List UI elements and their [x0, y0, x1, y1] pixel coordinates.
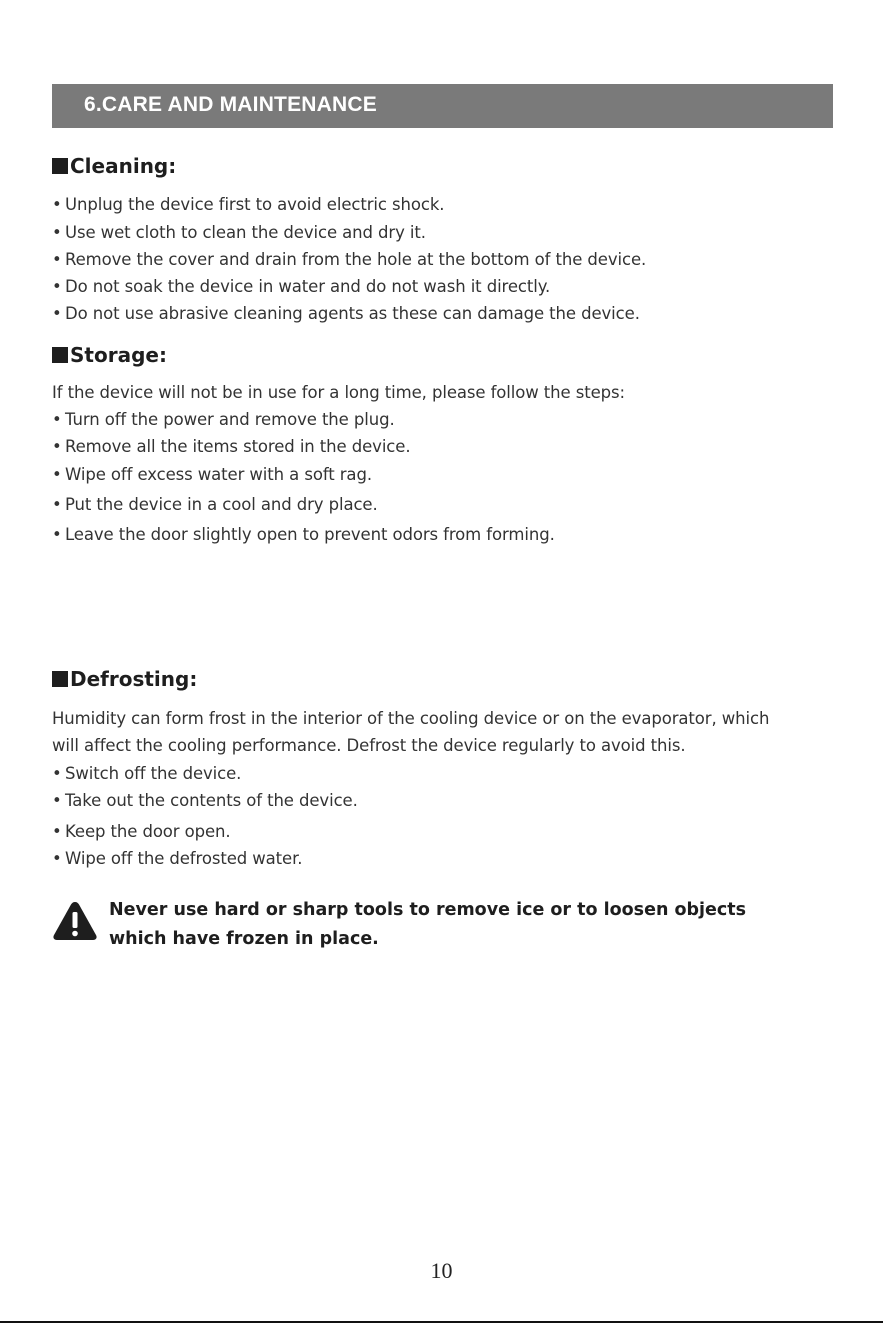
list-item	[52, 223, 426, 242]
list-item	[52, 495, 378, 514]
bullet-icon: •	[52, 465, 62, 484]
section-title: 6.CARE AND MAINTENANCE	[84, 93, 377, 116]
list-item	[52, 250, 646, 269]
square-bullet-icon	[52, 671, 68, 687]
bullet-icon: •	[52, 410, 62, 429]
list-item	[52, 764, 241, 783]
list-item-text: Wipe off the defrosted water.	[65, 849, 303, 868]
list-item-text: Remove all the items stored in the device.	[65, 437, 411, 456]
defrosting-heading	[52, 667, 197, 691]
list-item-text: Do not soak the device in water and do not wash it directly.	[65, 277, 551, 296]
list-item-text: Leave the door slightly open to prevent odors from forming.	[65, 525, 555, 544]
warning-triangle-icon	[52, 900, 98, 942]
defrosting-heading-text: Defrosting:	[70, 667, 198, 691]
list-item	[52, 277, 550, 296]
warning-text: Never use hard or sharp tools to remove ice or to loosen objects which have frozen in place.	[109, 900, 747, 949]
square-bullet-icon	[52, 347, 68, 363]
list-item	[52, 791, 358, 810]
bullet-icon: •	[52, 525, 62, 544]
list-item-text: Take out the contents of the device.	[65, 791, 358, 810]
square-bullet-icon	[52, 158, 68, 174]
list-item	[52, 437, 410, 456]
list-item-text: Keep the door open.	[65, 822, 231, 841]
bullet-icon: •	[52, 849, 62, 868]
bullet-icon: •	[52, 195, 62, 214]
cleaning-heading	[52, 154, 176, 178]
list-item	[52, 849, 302, 868]
storage-intro: If the device will not be in use for a long time, please follow the steps:	[52, 383, 625, 402]
list-item-text: Put the device in a cool and dry place.	[65, 495, 378, 514]
list-item-text: Turn off the power and remove the plug.	[65, 410, 395, 429]
list-item	[52, 465, 372, 484]
bullet-icon: •	[52, 223, 62, 242]
list-item	[52, 822, 231, 841]
list-item	[52, 195, 444, 214]
storage-heading	[52, 343, 167, 367]
bullet-icon: •	[52, 437, 62, 456]
bullet-icon: •	[52, 822, 62, 841]
section-header-bar	[52, 84, 833, 128]
bullet-icon: •	[52, 791, 62, 810]
bullet-icon: •	[52, 304, 62, 323]
list-item-text: Use wet cloth to clean the device and dry it.	[65, 223, 426, 242]
list-item-text: Unplug the device first to avoid electric shock.	[65, 195, 445, 214]
bullet-icon: •	[52, 277, 62, 296]
defrosting-intro-line-2: will affect the cooling performance. Defrost the device regularly to avoid this.	[52, 736, 686, 755]
list-item	[52, 525, 555, 544]
list-item-text: Remove the cover and drain from the hole at the bottom of the device.	[65, 250, 647, 269]
list-item	[52, 304, 640, 323]
page-number: 10	[430, 1258, 453, 1283]
cleaning-heading-text: Cleaning:	[70, 154, 177, 178]
list-item	[52, 410, 395, 429]
defrosting-intro-line-1: Humidity can form frost in the interior of the cooling device or on the evaporator, which	[52, 709, 770, 728]
bullet-icon: •	[52, 764, 62, 783]
bullet-icon: •	[52, 495, 62, 514]
list-item-text: Wipe off excess water with a soft rag.	[65, 465, 372, 484]
storage-heading-text: Storage:	[70, 343, 167, 367]
bottom-divider	[0, 1321, 883, 1323]
bullet-icon: •	[52, 250, 62, 269]
list-item-text: Do not use abrasive cleaning agents as these can damage the device.	[65, 304, 640, 323]
list-item-text: Switch off the device.	[65, 764, 242, 783]
